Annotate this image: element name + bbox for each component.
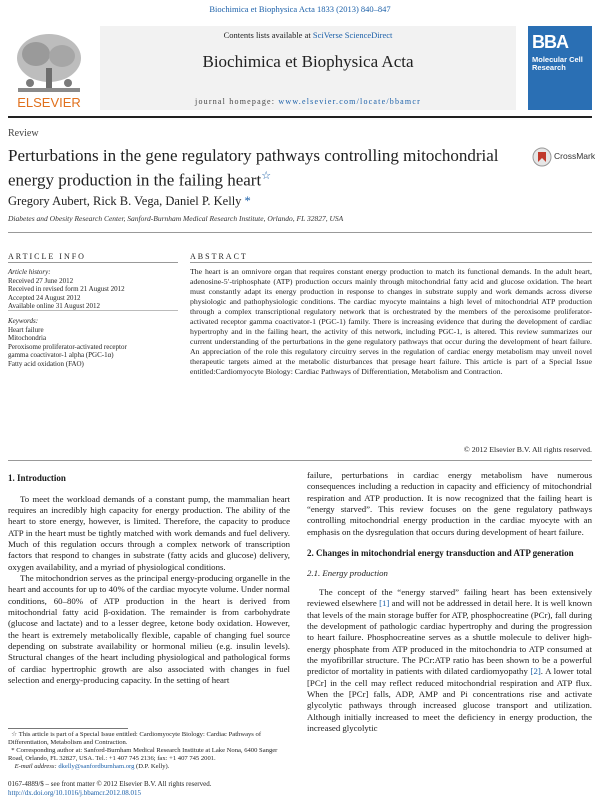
article-info-rule xyxy=(8,262,178,263)
affiliation-rule xyxy=(8,232,592,233)
header-rule xyxy=(8,116,592,118)
cover-title: BBA xyxy=(532,32,568,52)
history-label: Article history: xyxy=(8,268,51,276)
keyword: gamma coactivator-1 alpha (PGC-1α) xyxy=(8,351,114,360)
crossmark-badge[interactable] xyxy=(532,146,596,168)
front-matter xyxy=(8,780,308,797)
reference-link[interactable]: [2] xyxy=(530,666,541,677)
running-header: Biochimica et Biophysica Acta 1833 (2013) 840–847 xyxy=(209,4,391,14)
doi-link[interactable]: http://dx.doi.org/10.1016/j.bbamcr.2012.08.015 xyxy=(8,788,142,797)
cover-subtitle: Molecular Cell Research xyxy=(532,55,583,72)
body-rule xyxy=(8,460,592,461)
article-info xyxy=(8,268,178,369)
sciverse-link[interactable]: SciVerse ScienceDirect xyxy=(312,30,393,40)
keyword: Peroxisome proliferator-activated receptor xyxy=(8,342,127,351)
keyword: Heart failure xyxy=(8,325,44,334)
section-2-1-heading: 2.1. Energy production xyxy=(307,567,388,578)
footnote-email: E-mail address: dkelly@sanfordburnham.org (D.P. Kelly). xyxy=(14,763,170,770)
keyword: Fatty acid oxidation (FAO) xyxy=(8,359,84,368)
paragraph: The mitochondrion serves as the principal energy-producing organelle in the heart and accounts for up to 40% of the cardiac myocyte volume. Under normal conditions, 60–80% of ATP production in the heart is derived from mitochondrial fatty acid β-oxidation. The remainder is from carbohydrate (glucose and lactate) and to a lesser degree, ketone body oxidation. However, the heart is extremely metabolically flexible, capable of changing fuel source depending on substrate availability or hormonal milieu (e.g. insulin levels). Structural changes of the heart including physiological and pathological forms of cardiac hypertrophic growth are also associated with changes in fuel selection and energy-producing capacity. In the setting of heart xyxy=(8,572,290,685)
crossmark-label: CrossMark xyxy=(554,151,596,161)
publisher-wordmark: ELSEVIER xyxy=(17,95,81,110)
journal-name: Biochimica et Biophysica Acta xyxy=(202,52,414,71)
copyright: © 2012 Elsevier B.V. All rights reserved. xyxy=(463,445,592,454)
paragraph: The concept of the “energy starved” failing heart has been extensively reviewed elsewhere [1] and will not be addressed in detail here. It is well known that levels of the main storage buffer for ATP, phosphocreatine (PCr), fall during the development of pathologic cardiac hypertrophy and during the progression to heart failure. Phosphocreatine serves as a shuttle molecule to deliver high-energy phosphate from ATP produced in the mitochondria to ATP consumed at the myofibrillar structure. The PCr:ATP ratio has been shown to be a powerful predictor of mortality in patients with dilated cardiomyopathy [2]. A lower total [PCr] in the cell may reflect reduced mitochondrial respiration and ATP flux. When the [PCr] falls, ADP, AMP and Pi concentrations rise and activate glycolytic pathways through increased glucose transport and utilization. Although initially increased to meet the deficiency in energy production, the increased glycolytic xyxy=(307,586,592,734)
keyword: Mitochondria xyxy=(8,334,47,343)
journal-cover xyxy=(528,26,592,110)
section-1-heading: 1. Introduction xyxy=(8,473,66,483)
affiliation: Diabetes and Obesity Research Center, Sanford-Burnham Medical Research Institute, Orlando, FL 32827, USA xyxy=(8,214,344,223)
paragraph: To meet the workload demands of a constant pump, the mammalian heart requires an incredibly high capacity for energy production. The ability of the heart to store energy, however, is limited. Therefore, the capacity to produce ATP in the heart must be tightly matched with work demands and fuel delivery. Much of this regulation occurs through a complex network of transcription factors that respond to changes in substrate (fatty acids and glucose) delivery, oxygen availability, and a myriad of physiological conditions. xyxy=(8,493,290,572)
body-column-left xyxy=(8,473,290,686)
history-item: Received in revised form 21 August 2012 xyxy=(8,285,125,294)
footnote-corresponding: * Corresponding author at: Sanford-Burnham Medical Research Institute at Lake Nona, 6400 Sanger Road, Orlando, FL 32827, USA. Tel.: +1 407 745 2136; fax: +1 407 745 2001. xyxy=(8,747,278,762)
body-column-right xyxy=(307,470,592,734)
email-link[interactable]: dkelly@sanfordburnham.org xyxy=(58,763,135,770)
keywords-label: Keywords: xyxy=(8,316,39,325)
footnote-special-issue: ☆ This article is part of a Special Issue entitled: Cardiomyocyte Biology: Cardiac Pathways of Differentiation, Metabolism and Contraction. xyxy=(8,731,262,746)
abstract-text: The heart is an omnivore organ that requires constant energy production to match its functional demands. In the adult heart, adenosine-5′-triphosphate (ATP) production occurs mainly through mitochondrial fatty acid and glucose oxidation. The heart must constantly adapt its energy production in response to changes in substrate supply and work demands across diverse physiologic and pathophysiologic conditions. The cardiac myocyte maintains a high level of mitochondrial ATP production through a complex transcriptional regulatory network that is orchestrated by the members of the peroxisome proliferator-activated receptor gamma coactivator-1 (PGC-1) family. There is increasing evidence that during the development of cardiac hypertrophy and in the failing heart, the activity of this network, including PGC-1, is altered. This review summarizes our current understanding of the perturbations in the gene regulatory pathways that occur during the development of heart failure. An appreciation of the role this regulatory circuitry serves in the regulation of cardiac energy metabolism may unveil novel therapeutic targets aimed at the metabolic disturbances that presage heart failure. This article is part of a Special Issue entitled:Cardiomyocyte Biology: Cardiac Pathways of Differentiation, Metabolism and Contraction. xyxy=(190,267,592,376)
article-info-heading: ARTICLE INFO xyxy=(8,252,86,261)
corresponding-author-mark[interactable]: * xyxy=(244,194,251,208)
abstract-rule xyxy=(190,262,592,263)
history-item: Received 27 June 2012 xyxy=(8,276,74,285)
reference-link[interactable]: [1] xyxy=(379,598,390,609)
footnote-rule xyxy=(8,728,128,729)
homepage-link[interactable]: www.elsevier.com/locate/bbamcr xyxy=(278,97,421,106)
authors: Gregory Aubert, Rick B. Vega, Daniel P. Kelly * xyxy=(8,194,251,208)
article-type: Review xyxy=(8,128,39,139)
crossmark-icon xyxy=(532,146,552,168)
history-keywords-rule xyxy=(8,310,178,311)
paragraph: failure, perturbations in cardiac energy metabolism have numerous consequences including a reduction in capacity and efficiency of mitochondrial respiration and ATP production. It is now recognized that the failing heart is “energy starved”. This review focuses on the gene regulatory pathways controlling mitochondrial energy production in the cardiac myocyte with an emphasis on the dysregulation that occurs during development of heart failure. xyxy=(307,470,592,537)
abstract-heading: ABSTRACT xyxy=(190,252,248,261)
section-2-heading: 2. Changes in mitochondrial energy transduction and ATP generation xyxy=(307,548,574,559)
contents-line: Contents lists available at SciVerse ScienceDirect xyxy=(223,30,393,40)
history-item: Available online 31 August 2012 xyxy=(8,302,101,311)
history-item: Accepted 24 August 2012 xyxy=(8,293,81,302)
article-title: Perturbations in the gene regulatory pathways controlling mitochondrial energy production in the failing heart☆ xyxy=(8,146,499,190)
journal-homepage: journal homepage: www.elsevier.com/locate/bbamcr xyxy=(195,97,421,106)
footnotes xyxy=(8,731,290,771)
title-footnote-mark[interactable]: ☆ xyxy=(261,170,272,182)
issn-line: 0167-4889/$ – see front matter © 2012 Elsevier B.V. All rights reserved. xyxy=(8,780,212,788)
